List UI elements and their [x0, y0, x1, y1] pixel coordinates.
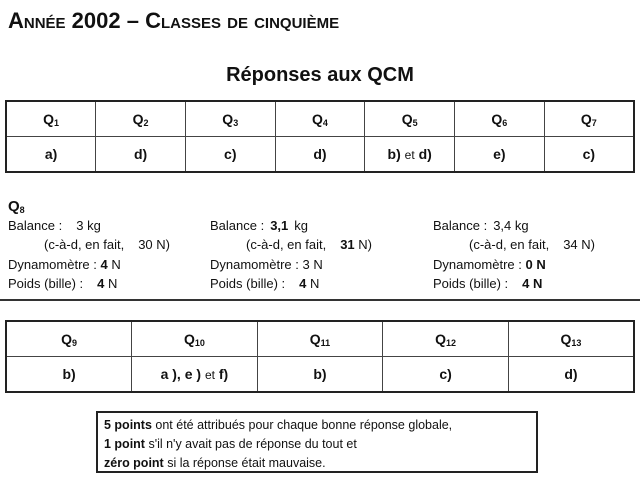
answer-cell: d): [96, 137, 186, 173]
answer-cell: a ), e ) et f): [132, 357, 258, 393]
section-title: Réponses aux QCM: [226, 64, 414, 86]
dynamometer-line: Dynamomètre : 4 N: [8, 257, 121, 272]
question-header: $Q_9$: [6, 321, 132, 357]
q8-case-1: [8, 216, 170, 293]
question-header: $Q_2$: [96, 101, 186, 137]
answers-table-q9-q13: [5, 320, 635, 393]
answer-cell: e): [455, 137, 545, 173]
fact-line: (c-à-d, en fait, 30 N): [44, 237, 171, 252]
answer-cell: c): [383, 357, 509, 393]
balance-line: Balance : 3 kg: [8, 218, 101, 233]
balance-line: Balance : 3,1 kg: [210, 218, 309, 233]
answer-cell: c): [544, 137, 634, 173]
table-header-row: [6, 101, 634, 137]
balance-line: Balance : 3,4 kg: [433, 218, 529, 233]
answer-cell: b): [257, 357, 383, 393]
dynamometer-line: Dynamomètre : 0 N: [433, 257, 546, 272]
q8-case-2: [210, 216, 372, 293]
title-year: Année 2002: [8, 8, 121, 33]
note-line-2: 1 point s'il n'y avait pas de réponse du tout et: [104, 437, 357, 451]
answer-cell: d): [275, 137, 365, 173]
question-header: $Q_{11}$: [257, 321, 383, 357]
question-header: $Q_5$: [365, 101, 455, 137]
question-header: $Q_6$: [455, 101, 545, 137]
title-classes: Classes de cinquième: [145, 8, 340, 33]
q8-label: $Q_8$: [8, 198, 25, 215]
q8-case-3: [433, 216, 595, 293]
note-line-1: 5 points ont été attribués pour chaque bonne réponse globale,: [104, 418, 453, 432]
answer-cell: b) et d): [365, 137, 455, 173]
table-answer-row: [6, 137, 634, 173]
note-line-3: zéro point si la réponse était mauvaise.: [104, 456, 326, 470]
page-title: [8, 8, 339, 34]
fact-line: (c-à-d, en fait, 31 N): [246, 237, 373, 252]
question-header: $Q_1$: [6, 101, 96, 137]
dynamometer-line: Dynamomètre : 3 N: [210, 257, 323, 272]
question-header: $Q_{13}$: [508, 321, 634, 357]
question-header: $Q_{12}$: [383, 321, 509, 357]
answer-cell: a): [6, 137, 96, 173]
table-answer-row: [6, 357, 634, 393]
answers-table-q1-q7: [5, 100, 635, 173]
question-header: $Q_7$: [544, 101, 634, 137]
answer-cell: b): [6, 357, 132, 393]
scoring-note: [96, 411, 538, 473]
question-header: $Q_{10}$: [132, 321, 258, 357]
table-header-row: [6, 321, 634, 357]
answer-cell: d): [508, 357, 634, 393]
question-header: $Q_3$: [185, 101, 275, 137]
weight-line: Poids (bille) : 4 N: [210, 276, 320, 291]
answer-cell: c): [185, 137, 275, 173]
fact-line: (c-à-d, en fait, 34 N): [469, 237, 596, 252]
title-dash: –: [126, 8, 139, 33]
weight-line: Poids (bille) : 4 N: [8, 276, 118, 291]
weight-line: Poids (bille) : 4 N: [433, 276, 543, 291]
section-divider: [0, 299, 640, 301]
question-header: $Q_4$: [275, 101, 365, 137]
